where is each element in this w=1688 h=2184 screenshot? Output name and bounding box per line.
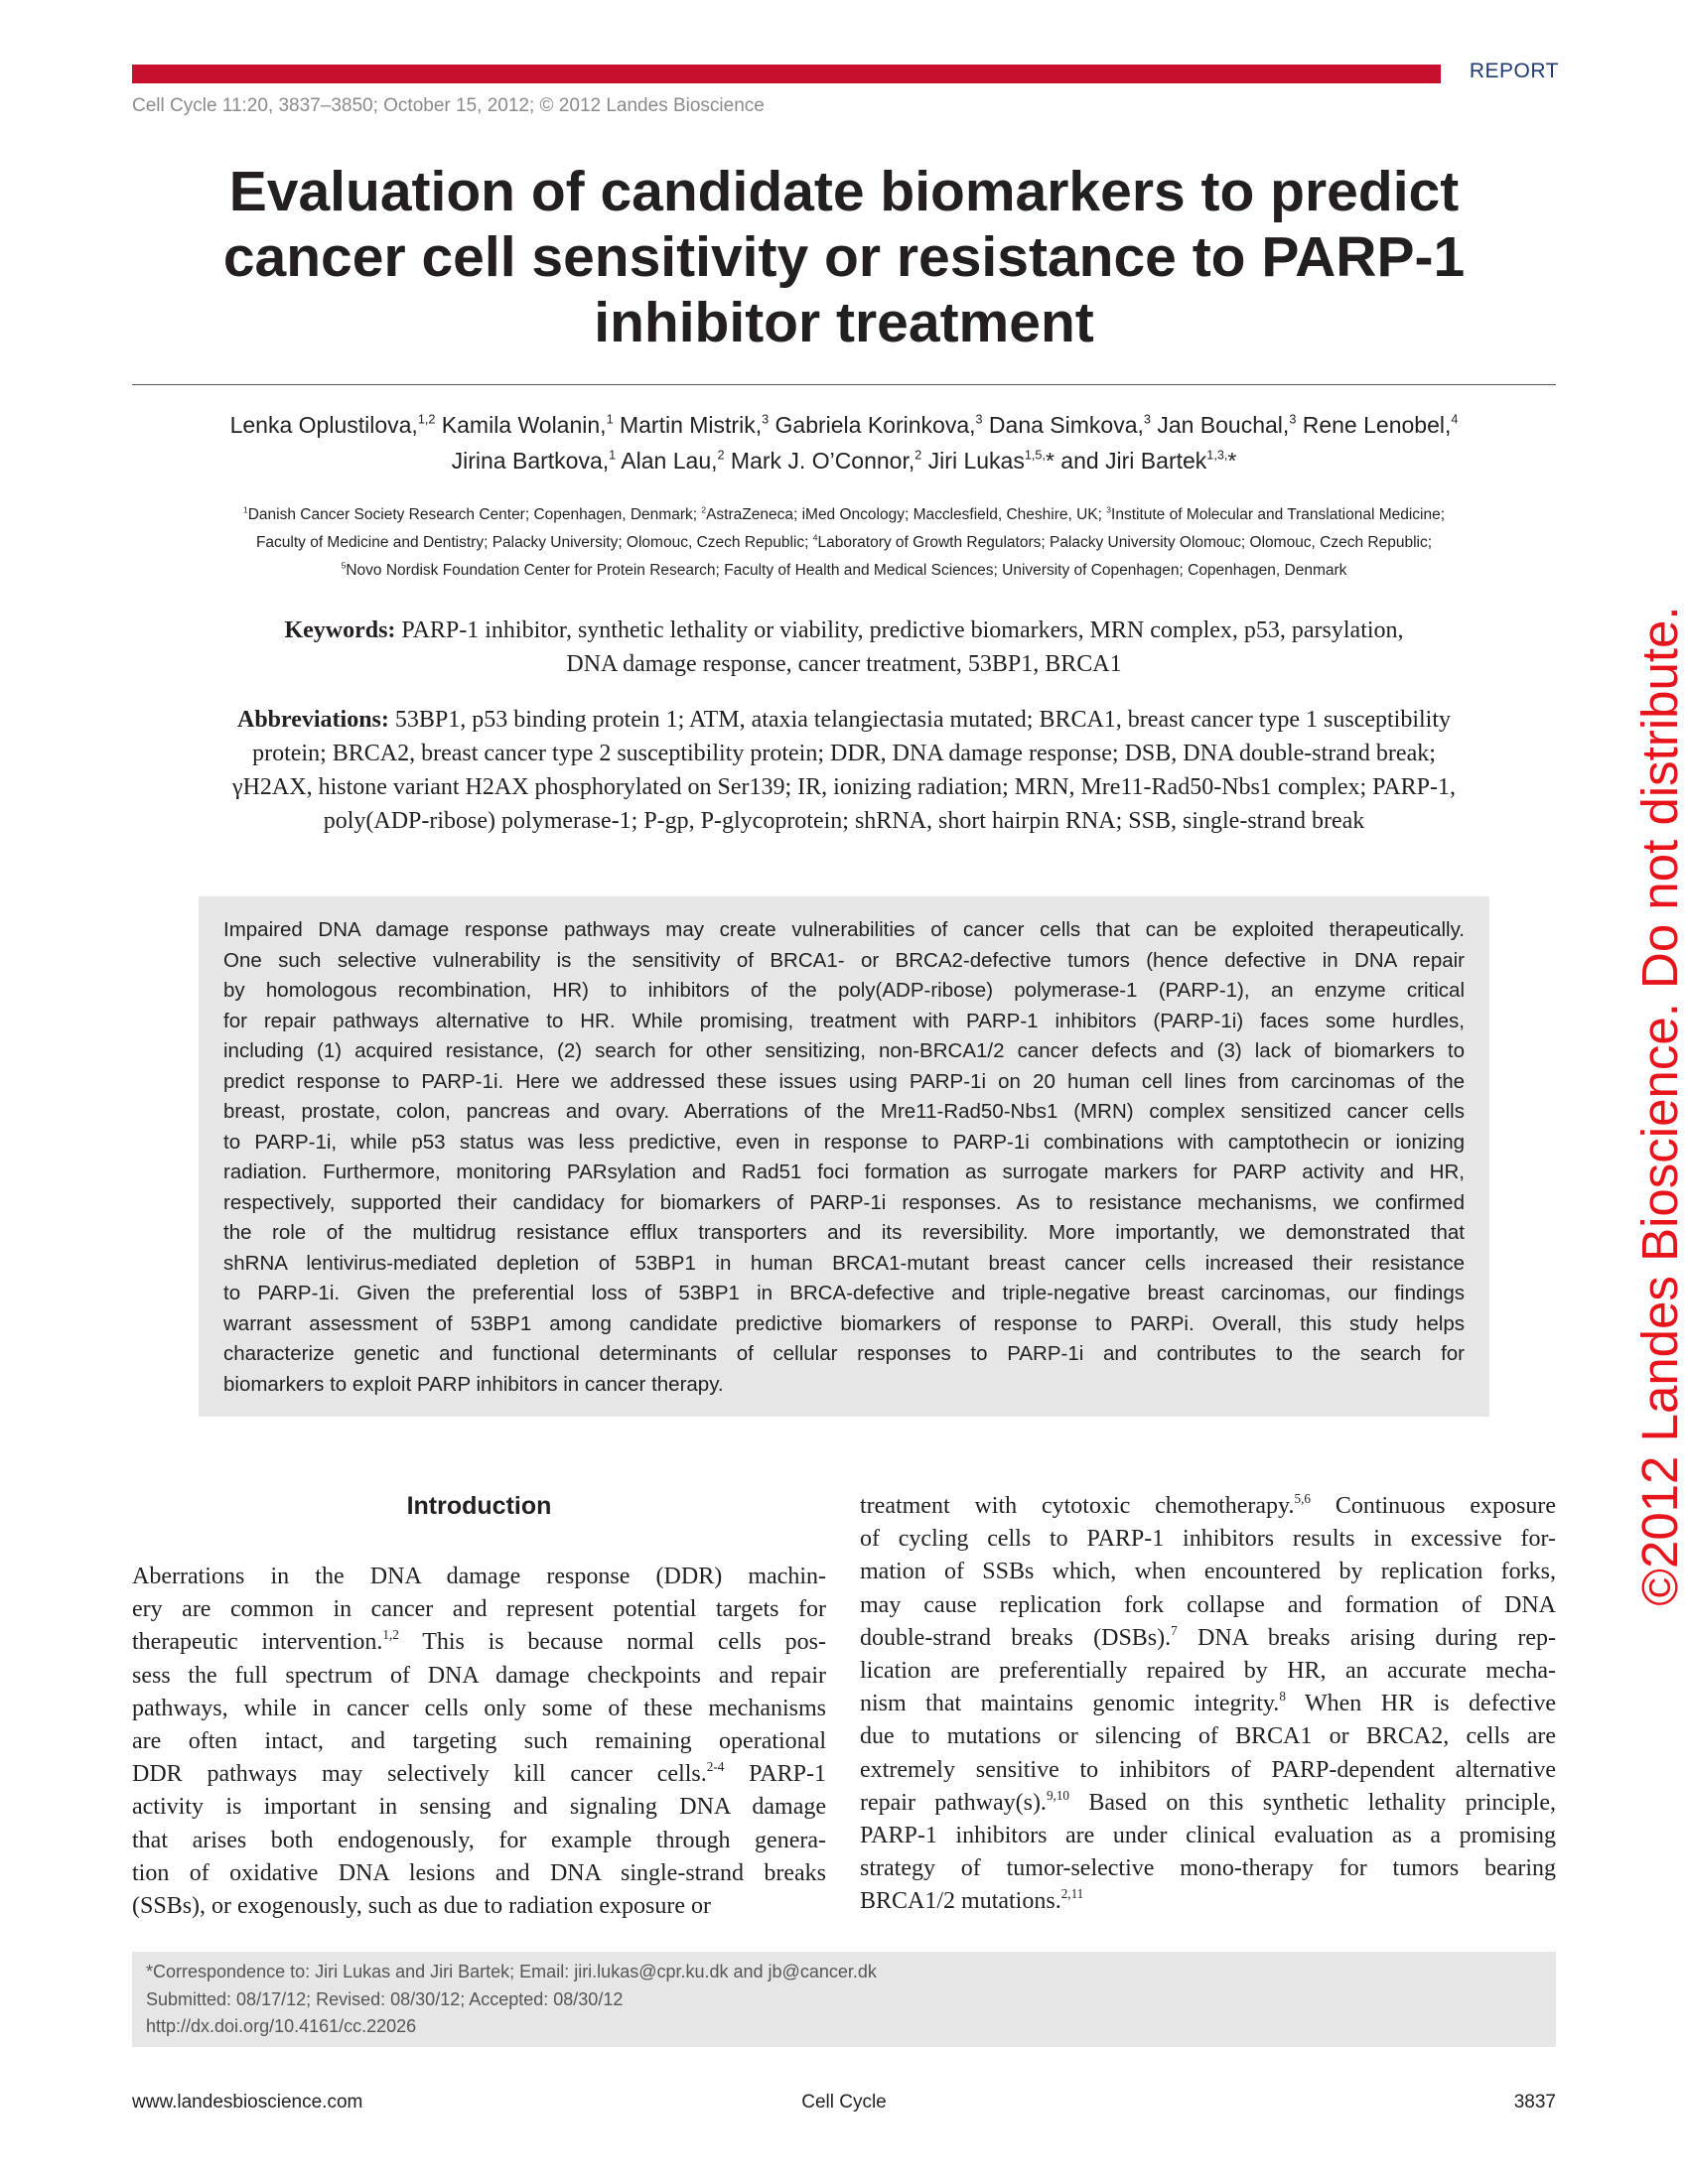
article-title — [132, 159, 1556, 355]
body-text-line: may cause replication fork collapse and formation of DNA — [860, 1591, 1556, 1618]
body-text-line: DDR pathways may selectively kill cancer cells.$^{2-4}$ PARP-1 — [132, 1759, 827, 1788]
affiliation-line: Faculty of Medicine and Dentistry; Palacky University; Olomouc, Czech Republic; $^4$Laboratory of Growth Regulators; Palacky University Olomouc; Olomouc, Czech Republic; — [255, 532, 1433, 551]
body-text-line: lication are preferentially repaired by HR, an accurate mecha- — [860, 1658, 1556, 1685]
body-text-line: therapeutic intervention.$^{1,2}$ This is because normal cells pos- — [132, 1627, 827, 1656]
body-text-line: mation of SSBs which, when encountered by replication forks, — [860, 1559, 1556, 1585]
body-text-line: treatment with cytotoxic chemotherapy.$^{5,6}$ Continuous exposure — [860, 1491, 1556, 1519]
correspondence-info — [146, 1959, 877, 2041]
abstract-line: including (1) acquired resistance, (2) search for other sensitizing, non-BRCA1/2 cancer defects and (3) lack of biomarkers to — [223, 1039, 1465, 1062]
abbreviations-text: 53BP1, p53 binding protein 1; ATM, ataxia telangiectasia mutated; BRCA1, breast cancer type 1 susceptibility — [394, 707, 1452, 733]
footer-journal: Cell Cycle — [801, 2092, 887, 2113]
body-text-line: nism that maintains genomic integrity.$^8$ When HR is defective — [860, 1689, 1556, 1717]
affiliation-line: $^5$Novo Nordisk Foundation Center for Protein Research; Faculty of Health and Medical Sciences; University of Copenhagen; Copenhagen, Denmark — [341, 560, 1347, 579]
section-label: REPORT — [1469, 60, 1559, 82]
abbreviations-line: γH2AX, histone variant H2AX phosphorylated on Ser139; IR, ionizing radiation; MRN, Mre11-Rad50-Nbs1 complex; PARP-1, — [231, 774, 1457, 800]
abstract-line: shRNA lentivirus-mediated depletion of 53BP1 in human BRCA1-mutant breast cancer cells increased their resistance — [223, 1251, 1465, 1275]
author-line: Lenka Oplustilova,$^{1,2}$ Kamila Wolanin,$^1$ Martin Mistrik,$^3$ Gabriela Korinkova,$^3$ Dana Simkova,$^3$ Jan Bouchal,$^3$ Rene Lenobel,$^4$ — [229, 412, 1459, 438]
title-line: cancer cell sensitivity or resistance to PARP-1 — [222, 225, 1466, 289]
abstract-line: predict response to PARP-1i. Here we addressed these issues using PARP-1i on 20 human cell lines from carcinomas of the — [223, 1069, 1465, 1093]
author-line: Jirina Bartkova,$^1$ Alan Lau,$^2$ Mark J. O’Connor,$^2$ Jiri Lukas$^{1,5,}$* and Jiri Bartek$^{1,3,}$* — [451, 448, 1237, 474]
abstract-text — [223, 915, 1465, 1400]
abbreviations-line — [132, 703, 1556, 737]
abbreviations-line: protein; BRCA2, breast cancer type 2 susceptibility protein; DDR, DNA damage response; DSB, DNA double-strand break; — [252, 741, 1436, 766]
keywords-line — [132, 614, 1556, 647]
abstract-line: to PARP-1i, while p53 status was less predictive, even in response to PARP-1i combinations with camptothecin or ionizing — [223, 1130, 1465, 1154]
body-text-line: activity is important in sensing and signaling DNA damage — [132, 1794, 826, 1821]
body-text-line: pathways, while in cancer cells only some of these mechanisms — [132, 1695, 826, 1721]
abstract-line: respectively, supported their candidacy for biomarkers of PARP-1i responses. As to resistance mechanisms, we confirmed — [223, 1190, 1465, 1214]
title-line: Evaluation of candidate biomarkers to predict — [228, 160, 1460, 223]
header-color-bar — [132, 65, 1441, 83]
abstract-line: biomarkers to exploit PARP inhibitors in cancer therapy. — [223, 1372, 724, 1396]
affiliations — [132, 501, 1556, 585]
page-number: 3837 — [1513, 2092, 1556, 2113]
correspondence-line: *Correspondence to: Jiri Lukas and Jiri Bartek; Email: jiri.lukas@cpr.ku.dk and jb@cancer.dk — [146, 1962, 877, 1981]
body-text-line: are often intact, and targeting such remaining operational — [132, 1728, 826, 1755]
abstract-line: to PARP-1i. Given the preferential loss of 53BP1 in BRCA-defective and triple-negative breast carcinomas, our findings — [223, 1282, 1465, 1304]
body-text-line: extremely sensitive to inhibitors of PARP-dependent alternative — [860, 1756, 1556, 1783]
title-divider — [132, 384, 1556, 385]
abstract-line: breast, prostate, colon, pancreas and ovary. Aberrations of the Mre11-Rad50-Nbs1 (MRN) complex sensitized cancer cells — [223, 1100, 1465, 1123]
abstract-line: the role of the multidrug resistance efflux transporters and its reversibility. More importantly, we demonstrated that — [223, 1221, 1465, 1244]
keywords-label: Keywords: — [284, 617, 396, 643]
abstract-line: characterize genetic and functional determinants of cellular responses to PARP-1i and contributes to the search for — [223, 1342, 1465, 1365]
abbreviations-line: poly(ADP-ribose) polymerase-1; P-gp, P-glycoprotein; shRNA, short hairpin RNA; SSB, single-strand break — [323, 808, 1365, 834]
abbreviations-block — [132, 703, 1556, 838]
affiliation-line: $^1$Danish Cancer Society Research Center; Copenhagen, Denmark; $^2$AstraZeneca; iMed Oncology; Macclesfield, Cheshire, UK; $^3$Institute of Molecular and Translational Medicine; — [242, 504, 1446, 523]
abstract-line: One such selective vulnerability is the sensitivity of BRCA1- or BRCA2-defective tumors (hence defective in DNA repair — [223, 948, 1465, 972]
body-text-line: of cycling cells to PARP-1 inhibitors results in excessive for- — [860, 1526, 1556, 1553]
body-column-left — [132, 1561, 826, 1923]
body-text-line: Aberrations in the DNA damage response (DDR) machin- — [132, 1564, 826, 1589]
introduction-heading: Introduction — [406, 1492, 552, 1520]
body-text-line: tion of oxidative DNA lesions and DNA single-strand breaks — [132, 1859, 826, 1886]
submission-dates: Submitted: 08/17/12; Revised: 08/30/12; Accepted: 08/30/12 — [146, 1988, 624, 2009]
body-text-line: BRCA1/2 mutations.$^{2,11}$ — [860, 1886, 1084, 1915]
body-text-line: ery are common in cancer and represent potential targets for — [132, 1596, 826, 1623]
footer-website[interactable]: www.landesbioscience.com — [132, 2092, 363, 2113]
body-text-line: that arises both endogenously, for example through genera- — [132, 1827, 826, 1853]
copyright-watermark: ©2012 Landes Bioscience. Do not distribute. — [1631, 606, 1688, 1606]
abstract-line: warrant assessment of 53BP1 among candidate predictive biomarkers of response to PARPi. Overall, this study helps — [223, 1311, 1465, 1335]
body-column-right — [860, 1490, 1556, 1919]
journal-citation: Cell Cycle 11:20, 3837–3850; October 15, 2012; © 2012 Landes Bioscience — [132, 95, 765, 116]
keywords-block — [132, 614, 1556, 681]
author-list — [132, 407, 1556, 478]
abstract-line: by homologous recombination, HR) to inhibitors of the poly(ADP-ribose) polymerase-1 (PARP-1), an enzyme critical — [223, 979, 1465, 1002]
body-text-line: repair pathway(s).$^{9,10}$ Based on this synthetic lethality principle, — [860, 1787, 1556, 1816]
body-text-line: sess the full spectrum of DNA damage checkpoints and repair — [132, 1662, 826, 1689]
body-text-line: double-strand breaks (DSBs).$^7$ DNA breaks arising during rep- — [860, 1622, 1556, 1651]
body-text-line: strategy of tumor-selective mono-therapy for tumors bearing — [860, 1855, 1556, 1882]
abstract-line: radiation. Furthermore, monitoring PARsylation and Rad51 foci formation as surrogate markers for PARP activity and HR, — [223, 1160, 1465, 1183]
body-text-line: PARP-1 inhibitors are under clinical evaluation as a promising — [860, 1823, 1556, 1849]
abbreviations-label: Abbreviations: — [236, 707, 389, 733]
doi-link[interactable]: http://dx.doi.org/10.4161/cc.22026 — [146, 2016, 417, 2036]
keywords-line: DNA damage response, cancer treatment, 53BP1, BRCA1 — [566, 651, 1122, 677]
body-text-line: due to mutations or silencing of BRCA1 or BRCA2, cells are — [860, 1723, 1556, 1750]
abstract-line: for repair pathways alternative to HR. While promising, treatment with PARP-1 inhibitors (PARP-1i) faces some hurdles, — [223, 1009, 1465, 1032]
title-line: inhibitor treatment — [594, 291, 1094, 354]
abstract-line: Impaired DNA damage response pathways may create vulnerabilities of cancer cells that can be exploited therapeutically. — [223, 918, 1465, 941]
keywords-text: PARP-1 inhibitor, synthetic lethality or viability, predictive biomarkers, MRN complex, p53, parsylation, — [401, 617, 1404, 643]
body-text-line: (SSBs), or exogenously, such as due to radiation exposure or — [132, 1893, 712, 1920]
